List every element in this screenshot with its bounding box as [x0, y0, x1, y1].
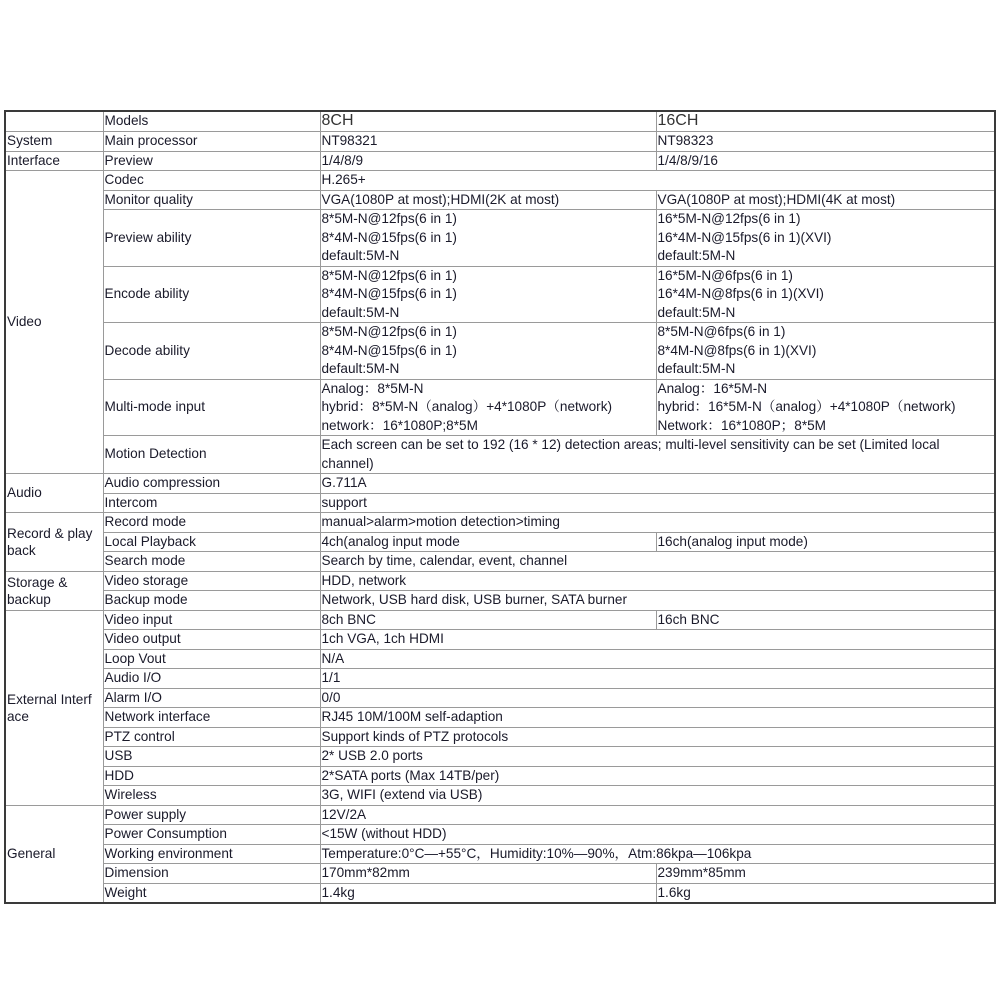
row-label: HDD [103, 766, 320, 786]
row-label: Local Playback [103, 532, 320, 552]
value-line: default:5M-N [321, 248, 400, 263]
value-8ch [320, 266, 656, 323]
row-label: Video storage [103, 571, 320, 591]
row-label: Intercom [103, 493, 320, 513]
row-label: Dimension [103, 864, 320, 884]
value-shared: <15W (without HDD) [320, 825, 995, 845]
value-line: 16*4M-N@8fps(6 in 1)(XVI) [657, 286, 824, 301]
table-row [5, 323, 995, 380]
table-row [5, 708, 995, 728]
value-8ch: 170mm*82mm [320, 864, 656, 884]
value-line: Analog：8*5M-N [321, 380, 424, 396]
value-line: 16*4M-N@15fps(6 in 1)(XVI) [657, 229, 832, 245]
value-line: hybrid：8*5M-N（analog）+4*1080P（network) [321, 399, 613, 414]
table-row [5, 571, 995, 591]
category-audio: Audio [5, 474, 103, 513]
value-line: Analog：16*5M-N [657, 380, 768, 396]
table-row [5, 171, 995, 191]
value-8ch: 1/4/8/9 [320, 151, 656, 171]
row-label: Search mode [103, 552, 320, 572]
table-row [5, 766, 995, 786]
value-shared: 12V/2A [320, 805, 995, 825]
value-line: default:5M-N [657, 304, 736, 320]
table-row [5, 630, 995, 650]
value-line: default:5M-N [657, 248, 736, 263]
value-line: 8*4M-N@15fps(6 in 1) [321, 229, 457, 245]
value-line: network：16*1080P;8*5M [321, 417, 478, 433]
row-label: Multi-mode input [103, 379, 320, 436]
table-row [5, 513, 995, 533]
row-label: Alarm I/O [103, 688, 320, 708]
table-row [5, 864, 995, 884]
value-shared: Temperature:0°C—+55°C，Humidity:10%—90%，Atm:86kpa—106kpa [320, 844, 995, 864]
value-line: 8*4M-N@8fps(6 in 1)(XVI) [657, 342, 817, 358]
value-shared: 1/1 [320, 669, 995, 689]
value-16ch: 16ch(analog input mode) [656, 532, 995, 552]
value-line: 8*4M-N@15fps(6 in 1) [321, 286, 457, 301]
value-8ch: NT98321 [320, 132, 656, 152]
value-16ch: NT98323 [656, 132, 995, 152]
table-row [5, 210, 995, 267]
table-row [5, 532, 995, 552]
table-row [5, 649, 995, 669]
row-label: Monitor quality [103, 190, 320, 210]
table-row [5, 132, 995, 152]
value-line: default:5M-N [321, 304, 400, 320]
value-8ch [320, 323, 656, 380]
value-8ch: VGA(1080P at most);HDMI(2K at most) [320, 190, 656, 210]
value-shared: Support kinds of PTZ protocols [320, 727, 995, 747]
row-label: Audio I/O [103, 669, 320, 689]
value-shared: support [320, 493, 995, 513]
category-external-interface: External Interf ace [5, 610, 103, 805]
table-row [5, 151, 995, 171]
value-shared: N/A [320, 649, 995, 669]
value-16ch: VGA(1080P at most);HDMI(4K at most) [656, 190, 995, 210]
header-model-8ch: 8CH [320, 111, 656, 132]
value-8ch: 4ch(analog input mode [320, 532, 656, 552]
value-shared: RJ45 10M/100M self-adaption [320, 708, 995, 728]
category-record-playback: Record & play back [5, 513, 103, 572]
value-16ch: 239mm*85mm [656, 864, 995, 884]
value-shared: G.711A [320, 474, 995, 494]
header-model-16ch: 16CH [656, 111, 995, 132]
value-shared: 3G, WIFI (extend via USB) [320, 786, 995, 806]
value-line: default:5M-N [657, 361, 736, 376]
row-label: Decode ability [103, 323, 320, 380]
table-row [5, 474, 995, 494]
value-16ch: 16ch BNC [656, 610, 995, 630]
value-shared: HDD, network [320, 571, 995, 591]
value-line: default:5M-N [321, 361, 400, 376]
row-label: Weight [103, 883, 320, 903]
row-label: Motion Detection [103, 436, 320, 474]
table-row [5, 747, 995, 767]
category-interface: Interface [5, 151, 103, 171]
value-shared: 1ch VGA, 1ch HDMI [320, 630, 995, 650]
table-header-row [5, 111, 995, 132]
row-label: Record mode [103, 513, 320, 533]
value-shared: Network, USB hard disk, USB burner, SATA burner [320, 591, 995, 611]
spec-table [4, 110, 996, 904]
value-line: 8*4M-N@15fps(6 in 1) [321, 342, 457, 358]
value-line: 8*5M-N@12fps(6 in 1) [321, 211, 457, 226]
table-row [5, 552, 995, 572]
category-system: System [5, 132, 103, 152]
value-8ch: 8ch BNC [320, 610, 656, 630]
value-8ch [320, 379, 656, 436]
value-16ch [656, 266, 995, 323]
value-shared: H.265+ [320, 171, 995, 191]
value-shared: 2*SATA ports (Max 14TB/per) [320, 766, 995, 786]
table-row [5, 688, 995, 708]
table-row [5, 786, 995, 806]
row-label: Codec [103, 171, 320, 191]
value-8ch [320, 210, 656, 267]
row-label: Wireless [103, 786, 320, 806]
table-row [5, 610, 995, 630]
table-row [5, 727, 995, 747]
row-label: Audio compression [103, 474, 320, 494]
value-line: 16*5M-N@6fps(6 in 1) [657, 267, 793, 283]
value-shared: 2* USB 2.0 ports [320, 747, 995, 767]
table-row [5, 883, 995, 903]
row-label: USB [103, 747, 320, 767]
row-label: Power Consumption [103, 825, 320, 845]
value-line: Network：16*1080P；8*5M [657, 417, 826, 433]
row-label: Video input [103, 610, 320, 630]
value-shared: 0/0 [320, 688, 995, 708]
table-row [5, 436, 995, 474]
header-models-label: Models [103, 111, 320, 132]
value-16ch [656, 323, 995, 380]
table-row [5, 805, 995, 825]
category-video: Video [5, 171, 103, 474]
row-label: Main processor [103, 132, 320, 152]
table-row [5, 825, 995, 845]
value-16ch: 1.6kg [656, 883, 995, 903]
row-label: Preview [103, 151, 320, 171]
value-shared: Search by time, calendar, event, channel [320, 552, 995, 572]
row-label: Working environment [103, 844, 320, 864]
row-label: Power supply [103, 805, 320, 825]
value-shared: Each screen can be set to 192 (16 * 12) detection areas; multi-level sensitivity can be set (Limited local channel) [320, 436, 995, 474]
value-16ch [656, 210, 995, 267]
row-label: Network interface [103, 708, 320, 728]
table-row [5, 844, 995, 864]
value-line: 16*5M-N@12fps(6 in 1) [657, 211, 801, 226]
table-row [5, 190, 995, 210]
value-16ch [656, 379, 995, 436]
table-row [5, 493, 995, 513]
row-label: PTZ control [103, 727, 320, 747]
category-storage-backup: Storage & backup [5, 571, 103, 610]
row-label: Loop Vout [103, 649, 320, 669]
value-line: 8*5M-N@6fps(6 in 1) [657, 324, 786, 339]
value-line: 8*5M-N@12fps(6 in 1) [321, 324, 457, 339]
value-shared: manual>alarm>motion detection>timing [320, 513, 995, 533]
value-16ch: 1/4/8/9/16 [656, 151, 995, 171]
row-label: Encode ability [103, 266, 320, 323]
value-line: hybrid：16*5M-N（analog）+4*1080P（network) [657, 399, 956, 414]
row-label: Preview ability [103, 210, 320, 267]
header-blank-cell [5, 111, 103, 132]
row-label: Backup mode [103, 591, 320, 611]
category-general: General [5, 805, 103, 903]
table-row [5, 669, 995, 689]
table-row [5, 266, 995, 323]
table-row [5, 591, 995, 611]
table-row [5, 379, 995, 436]
value-8ch: 1.4kg [320, 883, 656, 903]
value-line: 8*5M-N@12fps(6 in 1) [321, 267, 457, 283]
row-label: Video output [103, 630, 320, 650]
